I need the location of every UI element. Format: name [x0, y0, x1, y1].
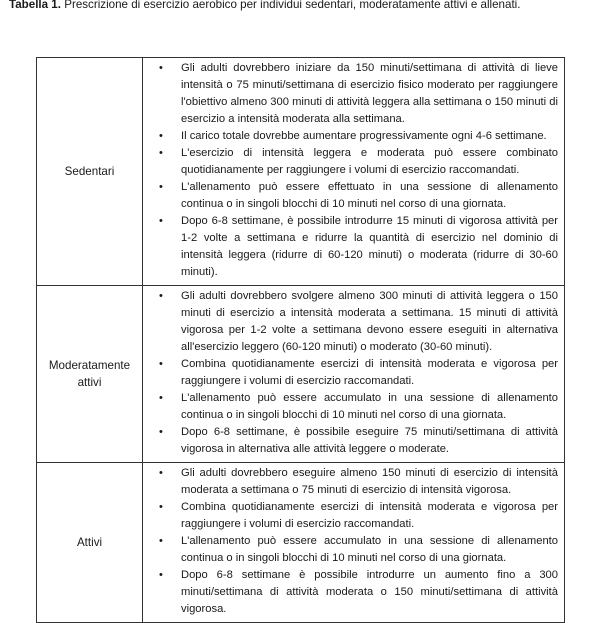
- bullet-list: [143, 465, 558, 618]
- list-item: [143, 288, 558, 356]
- table-row: [37, 58, 565, 286]
- bullet-icon: •: [159, 181, 163, 193]
- category-cell: Sedentari: [37, 58, 143, 286]
- list-item: [143, 145, 558, 179]
- list-item: [143, 424, 558, 458]
- list-item-text: Dopo 6-8 settimane, è possibile introdurre 15 minuti di vigorosa attività per 1-2 volte a settimana e ridurre la quantità di esercizio nel dominio di intensità leggera (ridurre di 60-120 minuti) o moderata (ridurre di 30-60 minuti).: [181, 215, 558, 278]
- list-item-text: Dopo 6-8 settimane, è possibile eseguire 75 minuti/settimana di attività vigorosa in alternativa alle attività leggere o moderate.: [181, 426, 558, 455]
- list-item-text: Combina quotidianamente esercizi di intensità moderata e vigorosa per raggiungere i volumi di esercizio raccomandati.: [181, 501, 558, 530]
- bullet-list: [143, 288, 558, 458]
- caption-text: Prescrizione di esercizio aerobico per individui sedentari, moderatamente attivi e allenati.: [64, 0, 521, 11]
- list-item-text: L'allenamento può essere effettuato in una sessione di allenamento continua o in singoli blocchi di 10 minuti nel corso di una giornata.: [181, 181, 558, 210]
- list-item: [143, 390, 558, 424]
- list-item: [143, 213, 558, 281]
- bullet-icon: •: [159, 501, 163, 513]
- table-caption: [9, 0, 579, 13]
- list-item: [143, 356, 558, 390]
- category-cell: Moderatamente attivi: [37, 286, 143, 463]
- list-item-text: L'allenamento può essere accumulato in una sessione di allenamento continua o in singoli blocchi di 10 minuti nel corso di una giornata.: [181, 535, 558, 564]
- bullet-icon: •: [159, 392, 163, 404]
- list-item-text: L'allenamento può essere accumulato in una sessione di allenamento continua o in singoli blocchi di 10 minuti nel corso di una giornata.: [181, 392, 558, 421]
- bullet-icon: •: [159, 290, 163, 302]
- table-body: [37, 58, 565, 623]
- caption-label: Tabella 1.: [9, 0, 61, 11]
- recommendations-cell: [143, 58, 565, 286]
- bullet-icon: •: [159, 130, 163, 142]
- recommendations-cell: [143, 463, 565, 623]
- bullet-icon: •: [159, 215, 163, 227]
- list-item-text: Il carico totale dovrebbe aumentare progressivamente ogni 4-6 settimane.: [181, 130, 547, 142]
- bullet-icon: •: [159, 358, 163, 370]
- table-row: [37, 463, 565, 623]
- list-item: [143, 499, 558, 533]
- list-item-text: L'esercizio di intensità leggera e moderata può essere combinato quotidianamente per raggiungere i volumi di esercizio raccomandati.: [181, 147, 558, 176]
- bullet-icon: •: [159, 467, 163, 479]
- category-cell: Attivi: [37, 463, 143, 623]
- list-item-text: Gli adulti dovrebbero svolgere almeno 300 minuti di attività leggera o 150 minuti di esercizio a intensità moderata a settimana. 15 minuti di attività vigorosa per 1-2 volte a settimana devono essere eseguiti in alternativa all'esercizio leggero (60-120 minuti) o moderato (30-60 minuti).: [181, 290, 558, 353]
- recommendations-cell: [143, 286, 565, 463]
- prescription-table: [36, 57, 565, 623]
- bullet-icon: •: [159, 426, 163, 438]
- bullet-icon: •: [159, 535, 163, 547]
- list-item: [143, 179, 558, 213]
- list-item-text: Combina quotidianamente esercizi di intensità moderata e vigorosa per raggiungere i volumi di esercizio raccomandati.: [181, 358, 558, 387]
- list-item: [143, 533, 558, 567]
- list-item: [143, 567, 558, 618]
- table-row: [37, 286, 565, 463]
- list-item-text: Gli adulti dovrebbero eseguire almeno 150 minuti di esercizio di intensità moderata a settimana o 75 minuti di esercizio di intensità vigorosa.: [181, 467, 558, 496]
- list-item-text: Dopo 6-8 settimane è possibile introdurre un aumento fino a 300 minuti/settimana di attività moderata o 150 minuti/settimana di attività vigorosa.: [181, 569, 558, 615]
- bullet-icon: •: [159, 147, 163, 159]
- list-item: [143, 60, 558, 128]
- bullet-list: [143, 60, 558, 281]
- list-item: [143, 128, 558, 145]
- list-item: [143, 465, 558, 499]
- bullet-icon: •: [159, 62, 163, 74]
- list-item-text: Gli adulti dovrebbero iniziare da 150 minuti/settimana di attività di lieve intensità o 75 minuti/settimana di esercizio fisico moderato per raggiungere l'obiettivo almeno 300 minuti di attività leggera alla settimana o 150 minuti di esercizio a intensità moderata alla settimana.: [181, 62, 558, 125]
- bullet-icon: •: [159, 569, 163, 581]
